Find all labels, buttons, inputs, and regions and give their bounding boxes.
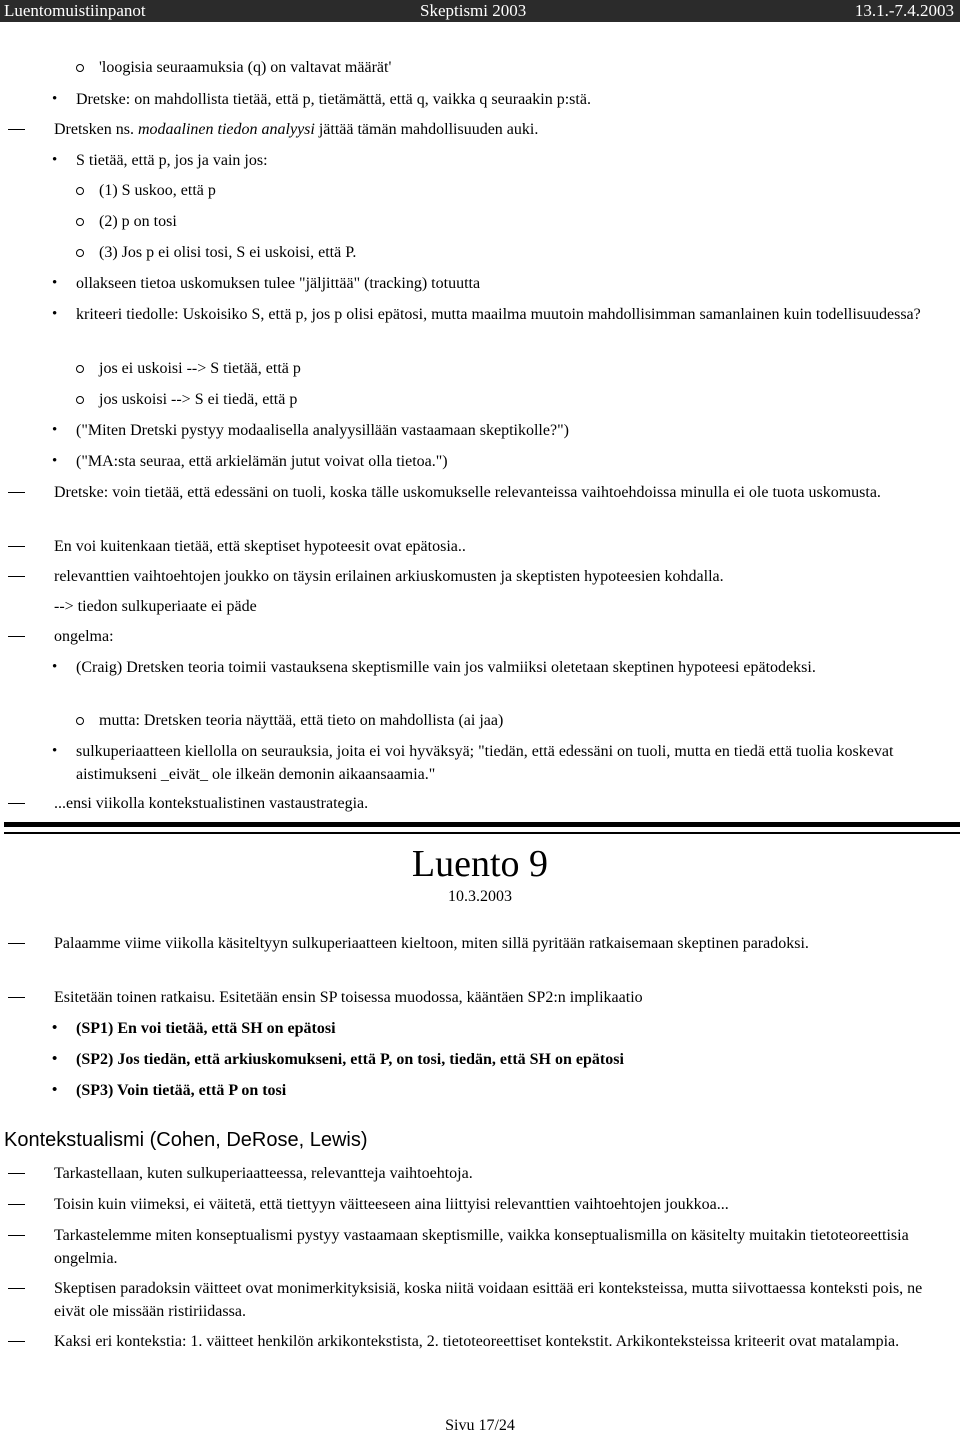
bullet-icon: • xyxy=(52,1020,58,1036)
dash-bullet-icon xyxy=(8,576,25,577)
page-header xyxy=(0,0,960,22)
bullet-icon: • xyxy=(52,453,58,469)
dash-bullet-icon xyxy=(8,1341,25,1342)
dash-bullet-icon xyxy=(8,546,25,547)
dash-bullet-icon xyxy=(8,943,25,944)
bullet-icon: • xyxy=(52,1051,58,1067)
lecture-title: Luento 9 xyxy=(411,843,549,885)
lecture-date: 10.3.2003 xyxy=(448,888,512,905)
circle-bullet-icon xyxy=(76,64,84,72)
bullet-icon: • xyxy=(52,1082,58,1098)
dash-bullet-icon xyxy=(8,1173,25,1174)
circle-bullet-icon xyxy=(76,396,84,404)
bullet-icon: • xyxy=(52,422,58,438)
section-divider xyxy=(4,822,960,827)
bullet-icon: • xyxy=(52,275,58,291)
page-number: Sivu 17/24 xyxy=(445,1417,515,1434)
bullet-icon: • xyxy=(52,152,58,168)
circle-bullet-icon xyxy=(76,187,84,195)
header-document-title: Luentomuistiinpanot xyxy=(4,1,146,20)
circle-bullet-icon xyxy=(76,249,84,257)
bullet-icon: • xyxy=(52,91,58,107)
dash-bullet-icon xyxy=(8,1235,25,1236)
bullet-icon: • xyxy=(52,743,58,759)
dash-bullet-icon xyxy=(8,492,25,493)
dash-bullet-icon xyxy=(8,803,25,804)
italic-term: modaalinen tiedon analyysi xyxy=(137,121,315,138)
section-divider-thin xyxy=(4,832,960,834)
header-course-title: Skeptismi 2003 xyxy=(420,1,527,20)
circle-bullet-icon xyxy=(76,365,84,373)
dash-bullet-icon xyxy=(8,636,25,637)
dash-bullet-icon xyxy=(8,997,25,998)
dash-bullet-icon xyxy=(8,1204,25,1205)
bullet-icon: • xyxy=(52,659,58,675)
section-heading: Kontekstualismi (Cohen, DeRose, Lewis) xyxy=(4,1129,368,1151)
bullet-icon: • xyxy=(52,306,58,322)
dash-bullet-icon xyxy=(8,1288,25,1289)
dash-bullet-icon xyxy=(8,129,25,130)
circle-bullet-icon xyxy=(76,717,84,725)
header-date-range: 13.1.-7.4.2003 xyxy=(854,1,954,20)
circle-bullet-icon xyxy=(76,218,84,226)
